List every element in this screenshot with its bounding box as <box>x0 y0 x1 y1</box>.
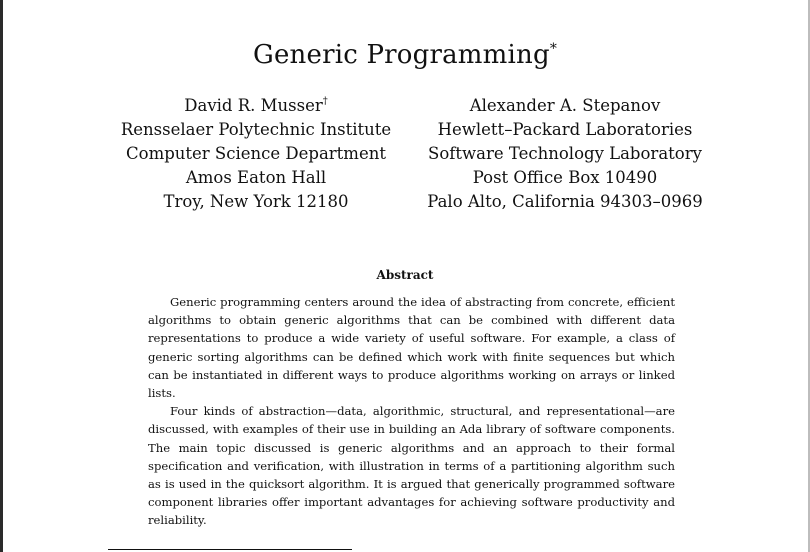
author-affiliation-line: Troy, New York 12180 <box>163 192 349 211</box>
author-affiliation-line: Hewlett–Packard Laboratories <box>437 120 693 139</box>
author-block-musser <box>100 94 412 214</box>
author-block-stepanov <box>420 94 710 214</box>
footnote-separator-rule <box>108 549 352 550</box>
title-footnote-mark: * <box>549 41 558 57</box>
abstract-heading: Abstract <box>376 268 434 282</box>
abstract-paragraph: Generic programming centers around the idea of abstracting from concrete, efficient algorithms to obtain generic algorithms that can be combined with different data representations to produce a wide variety of useful software. For example, a class of generic sorting algorithms can be defined which work with finite sequences but which can be instantiated in different ways to produce algorithms working on arrays or linked lists. <box>148 295 675 401</box>
author-affiliation-line: Palo Alto, California 94303–0969 <box>427 192 703 211</box>
author-name <box>100 94 412 118</box>
author-name <box>420 94 710 118</box>
author-affiliation-line: Rensselaer Polytechnic Institute <box>120 120 392 139</box>
author-affiliation-line: Post Office Box 10490 <box>472 168 658 187</box>
author-affiliation-line: Computer Science Department <box>126 144 386 163</box>
author-affiliation-line: Software Technology Laboratory <box>428 144 702 163</box>
paper-title-text: Generic Programming <box>252 40 550 70</box>
paper-title <box>0 40 810 70</box>
author-name-text: Alexander A. Stepanov <box>469 96 661 115</box>
author-footnote-mark: † <box>322 96 328 107</box>
author-affiliation-line: Amos Eaton Hall <box>185 168 327 187</box>
abstract-paragraph: Four kinds of abstraction—data, algorithmic, structural, and representational—are discussed, with examples of their use in building an Ada library of software components. The main topic discussed is generic algorithms and an approach to their formal specification and verification, with illustration in terms of a partitioning algorithm such as is used in the quicksort algorithm. It is argued that generically programmed software component libraries offer important advantages for achieving software productivity and reliability. <box>148 404 675 528</box>
abstract-body <box>148 293 675 530</box>
author-name-text: David R. Musser <box>184 96 323 115</box>
